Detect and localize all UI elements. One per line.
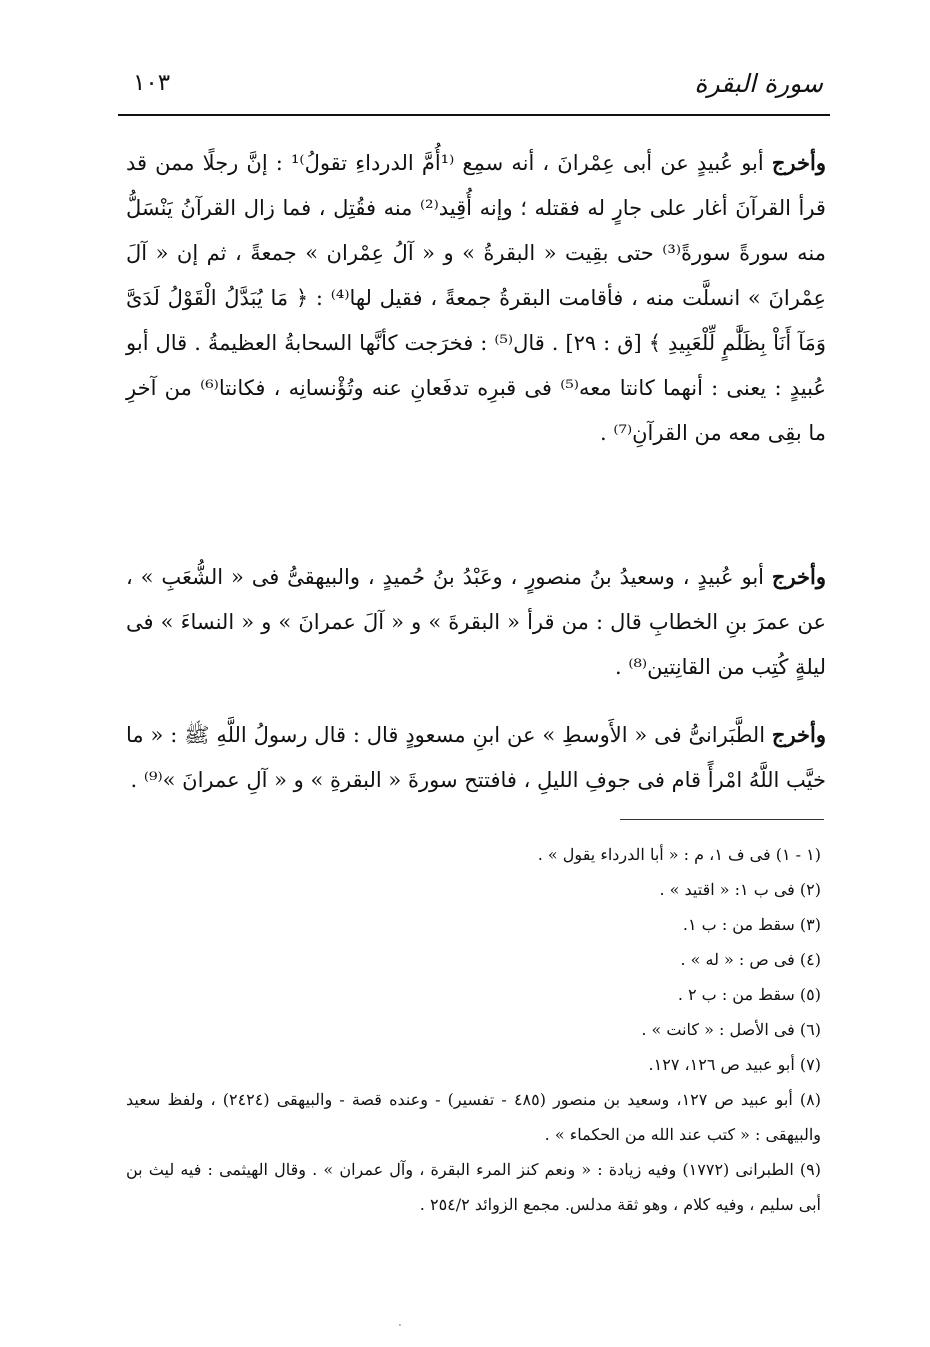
footnote: (٨) أبو عبيد ص ١٢٧، وسعيد بن منصور (٤٨٥ - تفسير) - وعنده قصة - والبيهقى (٢٤٢٤) ، ولفظ سعيد والبيهقى : « كتب عند الله من الحكماء » .: [126, 1090, 821, 1144]
main-text: [126, 140, 826, 802]
paragraph-lead: وأخرج: [771, 722, 826, 747]
footnote: (٩) الطبرانى (١٧٧٢) وفيه زيادة : « ونعم كنز المرء البقرة ، وآل عمران » . وقال الهيثمى : فيه ليث بن أبى سليم ، وفيه كلام ، وهو ثقة مدلس. مجمع الزوائد ٢٥٤/٢ .: [126, 1160, 821, 1214]
paragraph-text: أبو عُبيدٍ عن أبى عِمْرانَ ، أنه سمِع ⁽¹أُمَّ الدرداءِ تقولُ⁾¹ : إنَّ رجلًا ممن قد قرأ القرآنَ أغار على جارٍ له فقتله ؛ وإنه أُقِيد⁽²⁾ منه فقُتِل ، فما زال القرآنُ يَنْسَلُّ منه سورةً سورةً⁽³⁾ حتى بقِيت « البقرةُ » و « آلُ عِمْران » جمعةً ، ثم إن « آلَ عِمْرانَ » انسلَّت منه ، فأقامت البقرةُ جمعةً ، فقيل لها⁽⁴⁾ : ﴿ مَا يُبَدَّلُ الْقَوْلُ لَدَىَّ وَمَآ أَنَاْ بِظَلَّٰمٍ لِّلْعَبِيدِ ﴾ [ق : ٢٩] . قال⁽⁵⁾ : فخرَجت كأنَّها السحابةُ العظيمةُ . قال أبو عُبيدٍ : يعنى : أنهما كانتا معه⁽⁵⁾ فى قبرِه تدفَعانِ عنه وتُؤْنسانِه ، فكانتا⁽⁶⁾ من آخرِ ما بقِى معه من القرآنِ⁽⁷⁾ .: [126, 151, 826, 445]
footnote-divider: [620, 819, 824, 820]
paragraph: [126, 140, 826, 528]
footnote: (٣) سقط من : ب ١.: [682, 915, 821, 934]
footnotes: [126, 837, 821, 1222]
paragraph-text: الطَّبَرانىُّ فى « الأَوسطِ » عن ابنِ مسعودٍ قال : قال رسولُ اللَّهِ ﷺ : « ما خيَّب اللَّهُ امْرأً قام فى جوفِ الليلِ ، فافتتح سورةَ « البقرةِ » و « آلِ عمرانَ »⁽⁹⁾ .: [126, 723, 826, 792]
paragraph-lead: وأخرج: [771, 150, 826, 175]
footnote: (٥) سقط من : ب ٢ .: [677, 985, 821, 1004]
paragraph: [126, 712, 826, 802]
paragraph: [126, 554, 826, 688]
footnote: (٢) فى ب ١: « اقتيد » .: [659, 880, 821, 899]
header-rule: [118, 114, 830, 116]
footnote: (٦) فى الأصل : « كانت » .: [641, 1020, 821, 1039]
paragraph-text: أبو عُبيدٍ ، وسعيدُ بنُ منصورٍ ، وعَبْدُ بنُ حُميدٍ ، والبيهقىُّ فى « الشُّعَبِ » ، عن عمرَ بنِ الخطابِ قال : من قرأ « البقرةَ » و « آلَ عمرانَ » و « النساءَ » فى ليلةٍ كُتِب من القانِتين⁽⁸⁾ .: [126, 565, 826, 679]
footnote: (٧) أبو عبيد ص ١٢٦، ١٢٧.: [648, 1055, 821, 1074]
page-number: ١٠٣: [133, 70, 171, 96]
running-title: سورة البقرة: [694, 68, 823, 98]
footnote: (٤) فى ص : « له » .: [680, 950, 821, 969]
page-ornament: ٠: [397, 1318, 403, 1331]
footnote: (١ - ١) فى ف ١، م : « أبا الدرداء يقول » .: [537, 845, 821, 864]
paragraph-lead: وأخرج: [771, 564, 826, 589]
page-header: [133, 60, 823, 106]
